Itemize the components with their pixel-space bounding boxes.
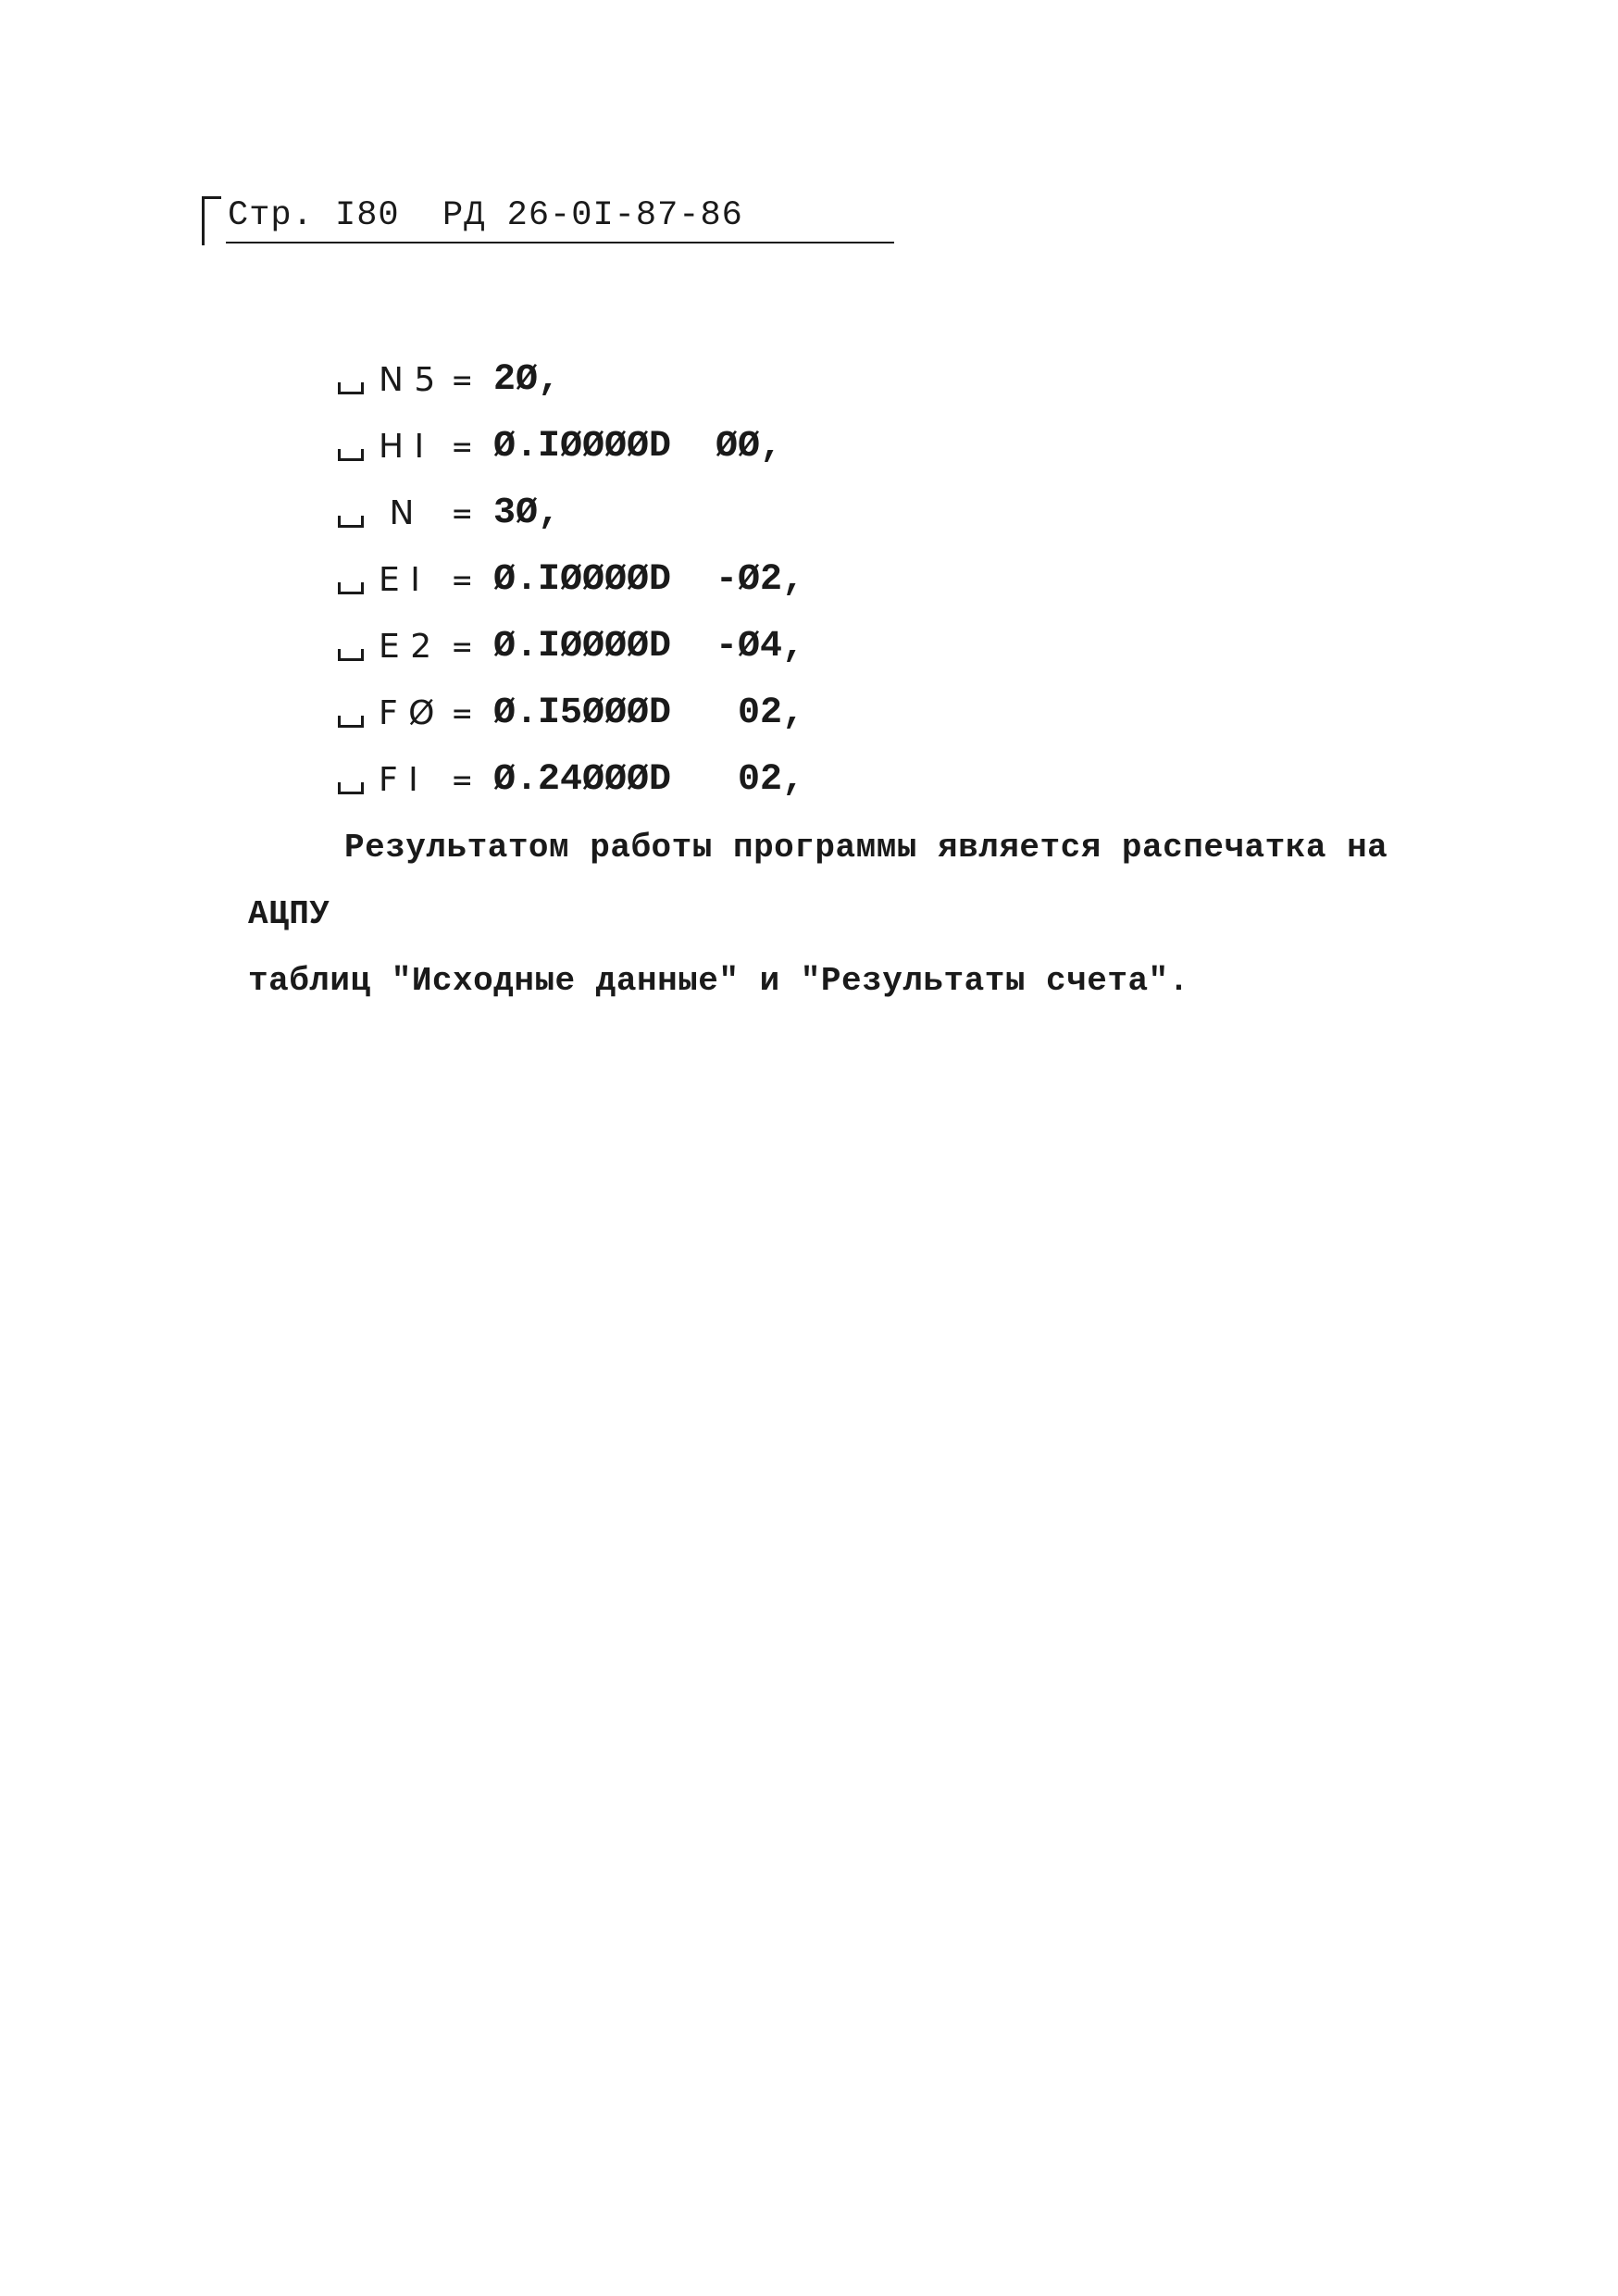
space-marker-icon	[338, 582, 364, 594]
equals-sign: =	[453, 695, 472, 732]
parameter-line	[338, 480, 804, 547]
parameter-value: 2Ø,	[493, 359, 561, 401]
space-marker-icon	[338, 516, 364, 528]
page-number-and-doc-code: Стр. I80 РД 26-0I-87-86	[228, 196, 743, 235]
parameter-name: F Ø	[379, 694, 435, 732]
space-marker-icon	[338, 382, 364, 394]
equals-sign: =	[453, 495, 472, 532]
parameter-value: Ø.I5ØØØD 02,	[493, 693, 805, 734]
summary-paragraph	[248, 815, 1433, 1015]
parameter-name: H I	[379, 428, 425, 466]
parameter-name: N	[379, 494, 415, 532]
summary-line-text: таблиц "Исходные данные" и "Результаты счета".	[248, 962, 1189, 1000]
parameter-name: E I	[379, 561, 420, 599]
equals-sign: =	[453, 562, 472, 599]
parameter-line	[338, 747, 804, 814]
space-marker-icon	[338, 449, 364, 461]
parameter-value: 3Ø,	[493, 493, 561, 534]
parameter-list	[338, 347, 804, 814]
parameter-name: N 5	[379, 361, 436, 399]
parameter-name: F I	[379, 761, 418, 799]
header-underline	[226, 242, 894, 243]
equals-sign: =	[453, 629, 472, 666]
space-marker-icon	[338, 649, 364, 661]
corner-mark	[202, 196, 221, 245]
space-marker-icon	[338, 782, 364, 794]
summary-line	[248, 815, 1433, 948]
summary-line	[248, 948, 1433, 1015]
parameter-line	[338, 614, 804, 680]
summary-line-text: Результатом работы программы является распечатка на АЦПУ	[248, 829, 1388, 933]
space-marker-icon	[338, 716, 364, 728]
parameter-line	[338, 547, 804, 614]
parameter-name: E 2	[379, 628, 432, 666]
equals-sign: =	[453, 429, 472, 466]
parameter-value: Ø.IØØØØD -Ø2,	[493, 559, 805, 601]
parameter-value: Ø.IØØØØD ØØ,	[493, 426, 783, 468]
parameter-value: Ø.IØØØØD -Ø4,	[493, 626, 805, 668]
parameter-line	[338, 680, 804, 747]
parameter-line	[338, 414, 804, 480]
equals-sign: =	[453, 762, 472, 799]
equals-sign: =	[453, 362, 472, 399]
parameter-line	[338, 347, 804, 414]
parameter-value: Ø.24ØØØD 02,	[493, 759, 805, 801]
